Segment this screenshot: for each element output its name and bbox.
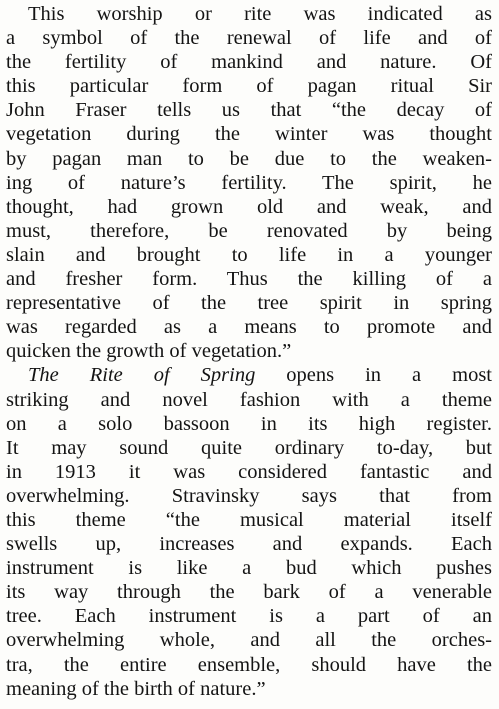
work-title: The Rite of Spring	[28, 364, 256, 387]
text-line: slain and brought to life in a younger	[6, 243, 492, 266]
text-line: the fertility of mankind and nature. Of	[6, 51, 492, 74]
text-line: in 1913 it was considered fantastic and	[6, 460, 492, 483]
text-line: John Fraser tells us that “the decay of	[6, 99, 492, 122]
paragraph-1	[6, 2, 492, 363]
text-line: by pagan man to be due to the weaken-	[6, 147, 492, 170]
text-line: meaning of the birth of nature.”	[6, 677, 266, 700]
text-line: tree. Each instrument is a part of an	[6, 605, 492, 628]
paragraph-2	[6, 363, 492, 700]
text-line: striking and novel fashion with a theme	[6, 388, 492, 411]
text-line: thought, had grown old and weak, and	[6, 195, 492, 218]
text-line: was regarded as a means to promote and	[6, 316, 492, 339]
text-line: ing of nature’s fertility. The spirit, he	[6, 171, 492, 194]
text-line: tra, the entire ensemble, should have the	[6, 653, 492, 676]
text-line: a symbol of the renewal of life and of	[6, 27, 492, 50]
text-line: this theme “the musical material itself	[6, 508, 492, 531]
text-line: This worship or rite was indicated as	[28, 3, 492, 25]
text-line: vegetation during the winter was thought	[6, 123, 492, 146]
body-text	[6, 2, 492, 701]
text-line: swells up, increases and expands. Each	[6, 533, 492, 556]
text-line: It may sound quite ordinary to-day, but	[6, 436, 492, 459]
text-line: overwhelming whole, and all the orches-	[6, 629, 492, 652]
text-line: instrument is like a bud which pushes	[6, 557, 492, 580]
text-line: representative of the tree spirit in spring	[6, 292, 492, 315]
text-line: overwhelming. Stravinsky says that from	[6, 484, 492, 507]
text-line-first	[6, 363, 492, 387]
text-line: on a solo bassoon in its high register.	[6, 412, 492, 435]
text-line: and fresher form. Thus the killing of a	[6, 268, 492, 291]
text-line: its way through the bark of a venerable	[6, 581, 492, 604]
text-line: must, therefore, be renovated by being	[6, 219, 492, 242]
text-line-rest: opens in a most	[255, 364, 492, 387]
text-line: quicken the growth of vegetation.”	[6, 340, 292, 363]
text-line: this particular form of pagan ritual Sir	[6, 75, 492, 98]
